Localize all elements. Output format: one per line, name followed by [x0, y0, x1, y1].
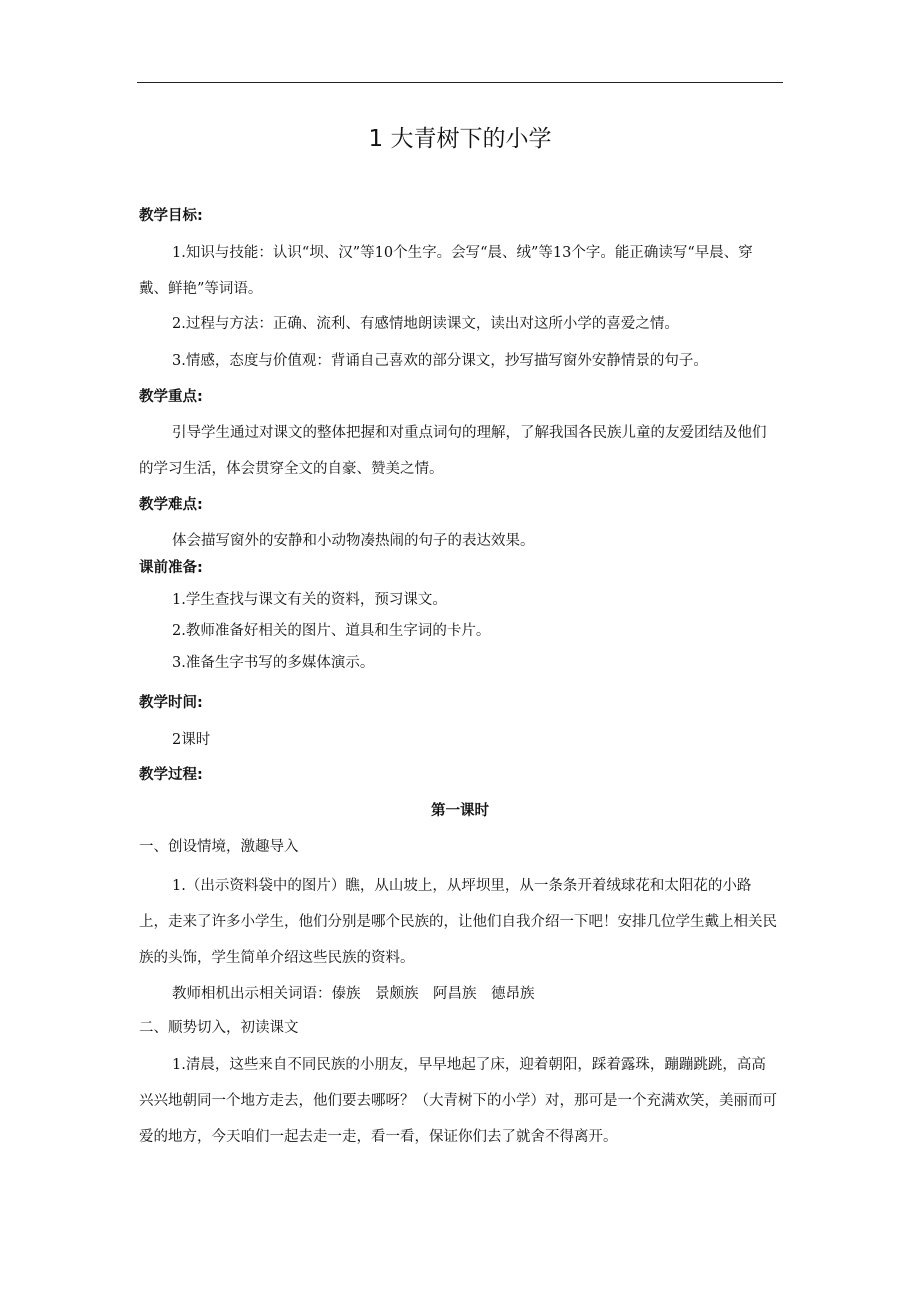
difficulty-heading: 教学难点: [139, 497, 203, 513]
lesson-one-heading: 第一课时 [431, 803, 489, 819]
key-points-paragraph: 引导学生通过对课文的整体把握和对重点词句的理解，了解我国各民族儿童的友爱团结及他们的学习生活，体会贯穿全文的自豪、赞美之情。 [139, 425, 767, 477]
preparation-item-1: 1.学生查找与课文有关的资料，预习课文。 [172, 592, 447, 608]
page-title: 1 大青树下的小学 [368, 126, 552, 152]
header-rule [137, 82, 783, 83]
goal-1-paragraph: 1.知识与技能：认识“坝、汉”等10个生字。会写“晨、绒”等13个字。能正确读写“早晨、穿戴、鲜艳”等词语。 [139, 245, 753, 297]
part-2-title: 二、顺势切入，初读课文 [139, 1020, 299, 1036]
preparation-item-3: 3.准备生字书写的多媒体演示。 [172, 655, 375, 671]
preparation-heading: 课前准备: [139, 560, 203, 576]
goal-2-line: 2.过程与方法：正确、流利、有感情地朗读课文，读出对这所小学的喜爱之情。 [172, 316, 679, 332]
time-text: 2课时 [172, 732, 211, 748]
part-1-paragraph-2: 教师相机出示相关词语：傣族 景颇族 阿昌族 德昂族 [172, 986, 535, 1002]
goals-heading: 教学目标: [139, 208, 203, 224]
time-heading: 教学时间: [139, 695, 203, 711]
preparation-item-2: 2.教师准备好相关的图片、道具和生字词的卡片。 [172, 623, 491, 639]
part-1-paragraph-1: 1.（出示资料袋中的图片）瞧，从山坡上，从坪坝里，从一条条开着绒球花和太阳花的小路上，走来了许多小学生，他们分别是哪个民族的，让他们自我介绍一下吧！安排几位学生戴上相关民族的头饰，学生简单介绍这些民族的资料。 [139, 878, 777, 966]
part-2-paragraph-1: 1.清晨，这些来自不同民族的小朋友，早早地起了床，迎着朝阳，踩着露珠，蹦蹦跳跳，高高兴兴地朝同一个地方走去，他们要去哪呀？（大青树下的小学）对，那可是一个充满欢笑，美丽而可爱的地方，今天咱们一起去走一走，看一看，保证你们去了就舍不得离开。 [139, 1057, 777, 1145]
difficulty-line: 体会描写窗外的安静和小动物凑热闹的句子的表达效果。 [172, 533, 535, 549]
key-points-heading: 教学重点: [139, 389, 203, 405]
process-heading: 教学过程: [139, 767, 203, 783]
part-1-title: 一、创设情境，激趣导入 [139, 839, 299, 855]
goal-3-line: 3.情感，态度与价值观：背诵自己喜欢的部分课文，抄写描写窗外安静情景的句子。 [172, 353, 708, 369]
